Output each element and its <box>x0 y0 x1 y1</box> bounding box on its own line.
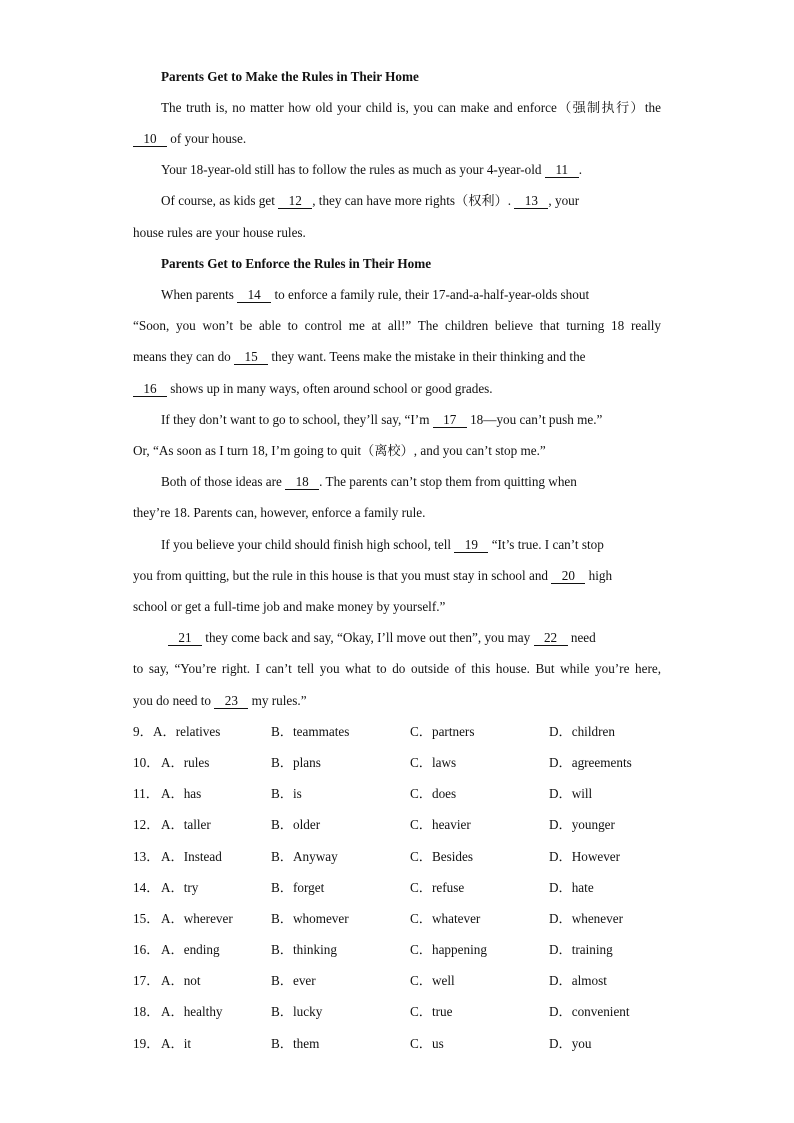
paragraph-line <box>161 536 661 554</box>
question-number: 18． <box>133 1004 160 1020</box>
question-number: 12． <box>133 817 160 833</box>
text: you do need to <box>133 693 215 708</box>
text: high <box>585 568 613 583</box>
blank-23[interactable]: 23 <box>214 693 248 709</box>
text: When parents <box>161 287 238 302</box>
option-a[interactable]: A．it <box>161 1035 192 1051</box>
option-a[interactable]: A．relatives <box>153 724 221 739</box>
section-heading-make-rules: Parents Get to Make the Rules in Their Home <box>161 69 419 84</box>
option-a[interactable]: A．wherever <box>161 910 233 926</box>
text: , your <box>548 193 580 208</box>
blank-11[interactable]: 11 <box>545 162 579 178</box>
option-d[interactable]: D．agreements <box>549 755 632 771</box>
paragraph-line <box>161 473 661 491</box>
question-number: 17． <box>133 973 160 989</box>
question-number: 14． <box>133 879 160 895</box>
paragraph-line <box>161 286 661 304</box>
option-c[interactable]: C．does <box>410 786 457 802</box>
paragraph-line <box>161 99 661 117</box>
paragraph-line: to say, “You’re right. I can’t tell you what to do outside of this house. But while you’re here, <box>133 661 661 676</box>
question-number: 11． <box>133 786 159 802</box>
question-number: 13． <box>133 848 160 864</box>
paragraph-line <box>133 567 661 585</box>
text: If you believe your child should finish high school, tell <box>161 537 455 552</box>
option-c[interactable]: C．true <box>410 1004 453 1020</box>
option-d[interactable]: D．hate <box>549 879 594 895</box>
question-number: 9． <box>133 724 153 739</box>
option-d[interactable]: D．whenever <box>549 910 623 926</box>
option-c[interactable]: C．us <box>410 1035 444 1051</box>
option-a[interactable]: A．Instead <box>161 848 222 864</box>
text: 18—you can’t push me.” <box>466 412 603 427</box>
option-c[interactable]: C．happening <box>410 942 487 958</box>
option-a[interactable]: A．rules <box>161 755 210 771</box>
paragraph-line <box>161 411 661 429</box>
blank-10[interactable]: 10 <box>133 131 167 147</box>
option-c[interactable]: C．laws <box>410 755 457 771</box>
text: means they can do <box>133 349 235 364</box>
option-c[interactable]: C．whatever <box>410 910 481 926</box>
paragraph-line <box>161 161 661 179</box>
option-d[interactable]: D．almost <box>549 973 607 989</box>
blank-17[interactable]: 17 <box>433 412 467 428</box>
option-b[interactable]: B．Anyway <box>271 848 338 864</box>
paragraph-line: “Soon, you won’t be able to control me at all!” The children believe that turning 18 really <box>133 318 661 333</box>
paragraph-line <box>133 380 661 398</box>
option-a[interactable]: A．has <box>161 786 202 802</box>
blank-15[interactable]: 15 <box>234 349 268 365</box>
option-d[interactable]: D．convenient <box>549 1004 630 1020</box>
text: . The parents can’t stop them from quitting when <box>319 474 577 489</box>
paragraph-line <box>133 130 661 148</box>
text: they come back and say, “Okay, I’ll move out then”, you may <box>202 630 534 645</box>
question-number: 19． <box>133 1035 160 1051</box>
blank-14[interactable]: 14 <box>237 287 271 303</box>
text: Of course, as kids get <box>161 193 279 208</box>
option-d[interactable]: D．children <box>549 724 615 739</box>
option-d[interactable]: D．you <box>549 1035 592 1051</box>
question-number: 15． <box>133 910 160 926</box>
option-b[interactable]: B．teammates <box>271 724 350 739</box>
option-c[interactable]: C．well <box>410 973 455 989</box>
text: Both of those ideas are <box>161 474 286 489</box>
paragraph-line: school or get a full-time job and make money by yourself.” <box>133 599 446 614</box>
option-b[interactable]: B．older <box>271 817 321 833</box>
paragraph-line <box>133 692 661 710</box>
option-a[interactable]: A．ending <box>161 942 220 958</box>
text: . <box>578 162 583 177</box>
option-b[interactable]: B．them <box>271 1035 320 1051</box>
option-a[interactable]: A．healthy <box>161 1004 223 1020</box>
paragraph-line <box>161 192 661 210</box>
text: you from quitting, but the rule in this house is that you must stay in school and <box>133 568 552 583</box>
blank-19[interactable]: 19 <box>454 537 488 553</box>
text: to enforce a family rule, their 17-and-a-half-year-olds shout <box>271 287 590 302</box>
option-d[interactable]: D．training <box>549 942 613 958</box>
option-a[interactable]: A．taller <box>161 817 211 833</box>
blank-12[interactable]: 12 <box>278 193 312 209</box>
text: need <box>567 630 596 645</box>
option-b[interactable]: B．ever <box>271 973 316 989</box>
option-b[interactable]: B．plans <box>271 755 321 771</box>
blank-20[interactable]: 20 <box>551 568 585 584</box>
option-b[interactable]: B．thinking <box>271 942 337 958</box>
option-b[interactable]: B．is <box>271 786 302 802</box>
text: If they don’t want to go to school, they’ll say, “I’m <box>161 412 433 427</box>
text: “It’s true. I can’t stop <box>488 537 604 552</box>
text: they want. Teens make the mistake in their thinking and the <box>268 349 586 364</box>
text: , they can have more rights（权利）. <box>312 193 515 208</box>
blank-22[interactable]: 22 <box>534 630 568 646</box>
blank-16[interactable]: 16 <box>133 381 167 397</box>
section-heading-enforce-rules: Parents Get to Enforce the Rules in Their Home <box>161 256 432 271</box>
option-d[interactable]: D．However <box>549 848 621 864</box>
paragraph-line: house rules are your house rules. <box>133 225 306 240</box>
option-d[interactable]: D．younger <box>549 817 615 833</box>
text: Your 18-year-old still has to follow the rules as much as your 4-year-old <box>161 162 545 177</box>
blank-18[interactable]: 18 <box>285 474 319 490</box>
option-c[interactable]: C．heavier <box>410 817 471 833</box>
paragraph-line: Or, “As soon as I turn 18, I’m going to quit（离校）, and you can’t stop me.” <box>133 443 546 458</box>
option-b[interactable]: B．forget <box>271 879 325 895</box>
option-a[interactable]: A．try <box>161 879 199 895</box>
text: my rules.” <box>248 693 307 708</box>
paragraph-line <box>133 348 661 366</box>
option-c[interactable]: C．partners <box>410 724 475 739</box>
text: The truth is, no matter how old your child is, you can make and enforce（强制执行）the <box>161 100 661 115</box>
text: of your house. <box>167 131 247 146</box>
option-c[interactable]: C．refuse <box>410 879 465 895</box>
paragraph-line <box>168 629 661 647</box>
blank-21[interactable]: 21 <box>168 630 202 646</box>
option-a[interactable]: A．not <box>161 973 201 989</box>
text: shows up in many ways, often around school or good grades. <box>167 381 493 396</box>
paragraph-line: they’re 18. Parents can, however, enforce a family rule. <box>133 505 426 520</box>
option-c[interactable]: C．Besides <box>410 848 474 864</box>
blank-13[interactable]: 13 <box>514 193 548 209</box>
question-number: 16． <box>133 942 160 958</box>
question-number: 10． <box>133 755 160 771</box>
option-b[interactable]: B．whomever <box>271 910 349 926</box>
option-b[interactable]: B．lucky <box>271 1004 323 1020</box>
option-d[interactable]: D．will <box>549 786 593 802</box>
